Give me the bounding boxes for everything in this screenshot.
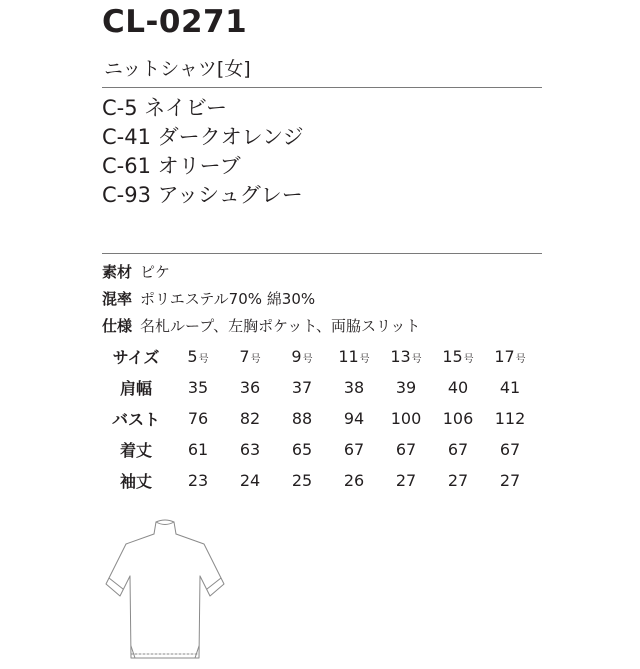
size-header-label: サイズ: [112, 348, 160, 367]
table-cell: 25: [291, 471, 313, 490]
spec-detail-label: 仕様: [102, 317, 133, 335]
divider-middle: [102, 253, 542, 254]
table-cell: 65: [291, 440, 313, 459]
spec-detail: [102, 315, 420, 336]
size-cell: 9号: [291, 347, 313, 366]
table-cell: 24: [239, 471, 261, 490]
table-cell: 27: [447, 471, 469, 490]
table-cell: 88: [291, 409, 313, 428]
table-cell: 27: [395, 471, 417, 490]
table-cell: 67: [395, 440, 417, 459]
table-cell: 41: [499, 378, 521, 397]
color-item: C-61 オリーブ: [102, 154, 241, 178]
size-cell: 13号: [390, 347, 422, 366]
spec-blend-label: 混率: [102, 290, 133, 308]
table-cell: 61: [187, 440, 209, 459]
product-code: CL-0271: [102, 4, 248, 40]
table-row: [100, 372, 536, 403]
table-cell: 37: [291, 378, 313, 397]
table-cell: 82: [239, 409, 261, 428]
spec-material-value: ピケ: [140, 263, 171, 281]
color-list: [102, 94, 304, 210]
table-cell: 67: [447, 440, 469, 459]
product-name: ニットシャツ[女]: [104, 58, 251, 80]
table-cell: 26: [343, 471, 365, 490]
color-item: C-5 ネイビー: [102, 96, 228, 120]
size-cell: 5号: [187, 347, 209, 366]
spec-material-label: 素材: [102, 263, 133, 281]
table-cell: 94: [343, 409, 365, 428]
table-cell: 112: [494, 409, 526, 428]
row-label: 着丈: [119, 441, 152, 460]
row-label: 袖丈: [119, 472, 152, 491]
table-cell: 38: [343, 378, 365, 397]
divider-top: [102, 87, 542, 88]
table-row: [100, 465, 536, 496]
color-item: C-41 ダークオレンジ: [102, 125, 304, 149]
table-cell: 63: [239, 440, 261, 459]
table-cell: 40: [447, 378, 469, 397]
spec-material: [102, 261, 170, 282]
spec-blend-value: ポリエステル70% 綿30%: [140, 290, 316, 308]
spec-detail-value: 名札ループ、左胸ポケット、両脇スリット: [140, 317, 421, 335]
table-cell: 76: [187, 409, 209, 428]
row-label: 肩幅: [119, 379, 152, 398]
table-cell: 35: [187, 378, 209, 397]
table-cell: 67: [499, 440, 521, 459]
size-cell: 11号: [338, 347, 370, 366]
table-row: [100, 434, 536, 465]
table-cell: 36: [239, 378, 261, 397]
garment-illustration: [100, 518, 230, 664]
table-cell: 100: [390, 409, 422, 428]
size-header-row: [100, 341, 536, 372]
size-table: [100, 341, 536, 496]
table-cell: 23: [187, 471, 209, 490]
table-cell: 27: [499, 471, 521, 490]
size-cell: 17号: [494, 347, 526, 366]
table-cell: 106: [442, 409, 474, 428]
table-cell: 67: [343, 440, 365, 459]
spec-blend: [102, 288, 315, 309]
size-cell: 7号: [239, 347, 261, 366]
color-item: C-93 アッシュグレー: [102, 183, 303, 207]
table-cell: 39: [395, 378, 417, 397]
row-label: バスト: [111, 410, 160, 429]
table-row: [100, 403, 536, 434]
size-cell: 15号: [442, 347, 474, 366]
